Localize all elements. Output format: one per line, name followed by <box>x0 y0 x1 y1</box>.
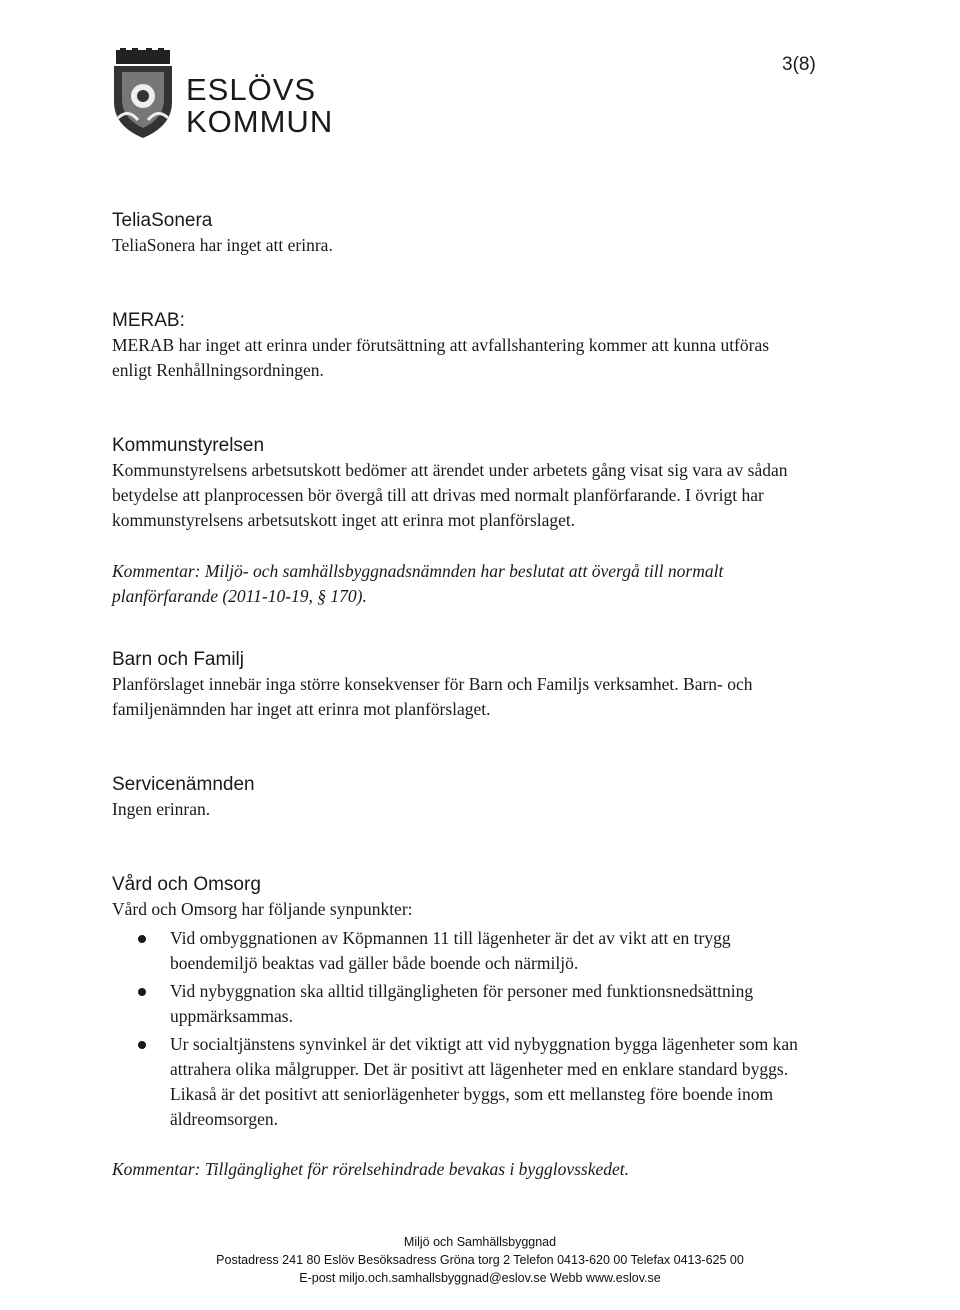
section-barn-och-familj <box>112 647 812 722</box>
footer-department: Miljö och Samhällsbyggnad <box>403 1235 557 1249</box>
section-servicenamnden <box>112 772 812 822</box>
brand-line-1: ESLÖVS <box>186 72 317 107</box>
brand-name <box>186 74 333 138</box>
section-kommunstyrelsen <box>112 433 812 609</box>
section-text: Vård och Omsorg har följande synpunkter: <box>112 899 413 919</box>
section-vard-och-omsorg <box>112 872 812 1182</box>
comment-text: Kommentar: Miljö- och samhällsbyggnadsnämnden har beslutat att övergå till normalt planförfarande (2011-10-19, § 170). <box>112 561 724 606</box>
page-footer <box>0 1233 960 1287</box>
section-text: Planförslaget innebär inga större konsekvenser för Barn och Familjs verksamhet. Barn- och familjenämnden har inget att erinra mot planförslaget. <box>112 674 753 719</box>
footer-contact: E-post miljo.och.samhallsbyggnad@eslov.se Webb www.eslov.se <box>299 1271 661 1285</box>
list-item <box>112 979 812 1029</box>
brand-line-2: KOMMUN <box>186 104 334 139</box>
section-heading: Servicenämnden <box>112 774 255 795</box>
document-body <box>112 208 812 1182</box>
section-text: Kommunstyrelsens arbetsutskott bedömer att ärendet under arbetets gång visat sig vara av sådan betydelse att planprocessen bör övergå till att drivas med normalt planförfarande. I övrigt har kommunstyrelsens arbetsutskott inget att erinra mot planförslaget. <box>112 460 788 530</box>
section-teliasonera <box>112 208 812 258</box>
bullet-list <box>112 926 812 1132</box>
list-item-text: Vid ombyggnationen av Köpmannen 11 till lägenheter är det av vikt att en trygg boendemiljö beaktas vad gäller både boende och närmiljö. <box>170 928 731 973</box>
list-item <box>112 926 812 976</box>
comment-text: Kommentar: Tillgänglighet för rörelsehindrade bevakas i bygglovsskedet. <box>112 1159 629 1179</box>
section-heading: MERAB: <box>112 310 185 331</box>
section-text: Ingen erinran. <box>112 799 211 819</box>
section-text: MERAB har inget att erinra under förutsättning att avfallshantering kommer att kunna utföras enligt Renhållningsordningen. <box>112 335 770 380</box>
bullet-icon <box>138 1041 146 1049</box>
bullet-icon <box>138 935 146 943</box>
section-heading: TeliaSonera <box>112 210 213 231</box>
municipality-logo <box>108 46 348 146</box>
section-heading: Vård och Omsorg <box>112 874 261 895</box>
coat-of-arms-icon <box>108 48 178 140</box>
footer-addresses: Postadress 241 80 Eslöv Besöksadress Gröna torg 2 Telefon 0413-620 00 Telefax 0413-625 00 <box>216 1253 744 1267</box>
section-merab <box>112 308 812 383</box>
list-item-text: Ur socialtjänstens synvinkel är det viktigt att vid nybyggnation bygga lägenheter som kan attrahera olika målgrupper. Det är positivt att lägenheter med en enklare standard byggs. Likaså är det positivt att seniorlägenheter byggs, som ett mellansteg före boende inom äldreomsorgen. <box>170 1034 798 1129</box>
bullet-icon <box>138 988 146 996</box>
page-number: 3(8) <box>782 54 816 75</box>
list-item-text: Vid nybyggnation ska alltid tillgängligheten för personer med funktionsnedsättning uppmärksammas. <box>170 981 754 1026</box>
section-text: TeliaSonera har inget att erinra. <box>112 235 333 255</box>
section-heading: Barn och Familj <box>112 649 244 670</box>
list-item <box>112 1032 812 1132</box>
section-heading: Kommunstyrelsen <box>112 435 265 456</box>
